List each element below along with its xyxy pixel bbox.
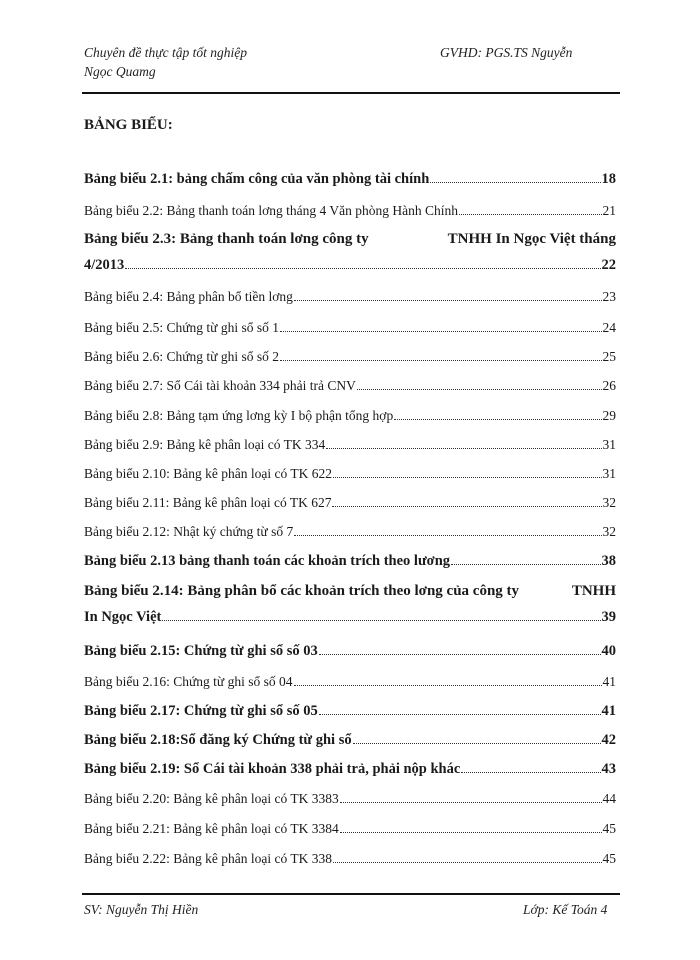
list-item: Bảng biểu 2.21: Bảng kê phân loại có TK 3384 45 <box>84 821 616 836</box>
header-rule <box>82 92 620 94</box>
header-left-line2: Ngọc Quamg <box>84 64 156 79</box>
list-item: Bảng biểu 2.6: Chứng từ ghi sổ số 2 25 <box>84 349 616 364</box>
list-item: Bảng biểu 2.14: Bảng phân bổ các khoản trích theo lơng của công ty TNHH In Ngọc Việt 39 <box>84 583 616 625</box>
page-title: BẢNG BIỂU: <box>84 117 173 133</box>
list-item: Bảng biểu 2.19: Sổ Cái tài khoản 338 phải trả, phải nộp khác 43 <box>84 761 616 777</box>
list-item: Bảng biểu 2.13 bảng thanh toán các khoản trích theo lương 38 <box>84 553 616 569</box>
list-item: Bảng biểu 2.18:Sổ đăng ký Chứng từ ghi sổ 42 <box>84 732 616 748</box>
list-item: Bảng biểu 2.20: Bảng kê phân loại có TK 3383 44 <box>84 791 616 806</box>
list-item: Bảng biểu 2.17: Chứng từ ghi sổ số 05 41 <box>84 703 616 719</box>
list-item: Bảng biểu 2.12: Nhật ký chứng từ số 7 32 <box>84 524 616 539</box>
list-item: Bảng biểu 2.22: Bảng kê phân loại có TK 338 45 <box>84 851 616 866</box>
list-item: Bảng biểu 2.9: Bảng kê phân loại có TK 334 31 <box>84 437 616 452</box>
list-item: Bảng biểu 2.10: Bảng kê phân loại có TK 622 31 <box>84 466 616 481</box>
list-item: Bảng biểu 2.11: Bảng kê phân loại có TK 627 32 <box>84 495 616 510</box>
list-item: Bảng biểu 2.3: Bảng thanh toán lơng công ty TNHH In Ngọc Việt tháng 4/2013 22 <box>84 231 616 273</box>
footer-student: SV: Nguyễn Thị Hiền <box>84 902 199 917</box>
list-item: Bảng biểu 2.5: Chứng từ ghi sổ số 1 24 <box>84 320 616 335</box>
list-item: Bảng biểu 2.2: Bảng thanh toán lơng tháng 4 Văn phòng Hành Chính 21 <box>84 203 616 218</box>
list-item: Bảng biểu 2.8: Bảng tạm ứng lơng kỳ I bộ phận tổng hợp 29 <box>84 408 616 423</box>
list-item: Bảng biểu 2.16: Chứng từ ghi sổ số 04 41 <box>84 674 616 689</box>
header-right: GVHD: PGS.TS Nguyễn <box>440 45 573 60</box>
footer-class: Lớp: Kế Toán 4 <box>523 902 608 917</box>
list-item: Bảng biểu 2.4: Bảng phân bổ tiền lơng 23 <box>84 289 616 304</box>
header-left-line1: Chuyên đề thực tập tốt nghiệp <box>84 45 247 60</box>
list-item: Bảng biểu 2.15: Chứng từ ghi sổ số 03 40 <box>84 643 616 659</box>
footer-rule <box>82 893 620 895</box>
list-item: Bảng biểu 2.1: bảng chấm công của văn phòng tài chính 18 <box>84 171 616 187</box>
list-item: Bảng biểu 2.7: Sổ Cái tài khoản 334 phải trả CNV 26 <box>84 378 616 393</box>
